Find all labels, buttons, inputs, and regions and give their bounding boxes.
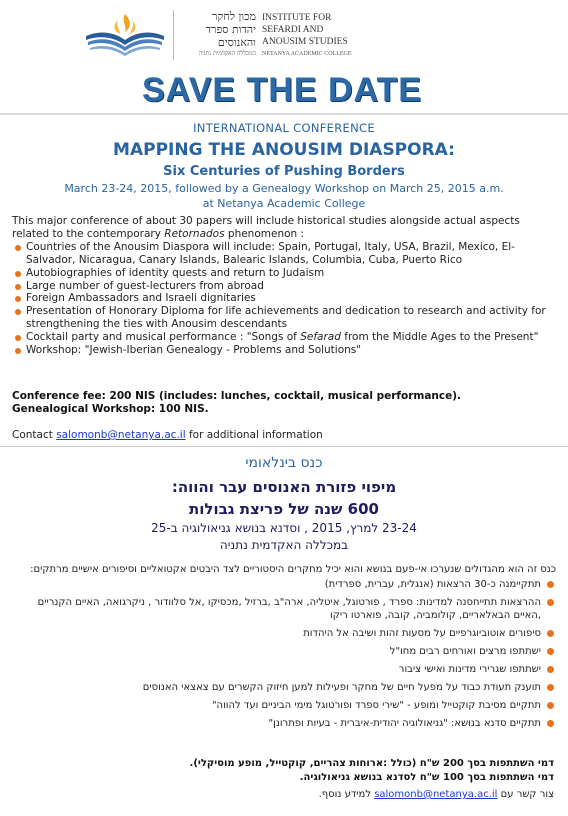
- hebrew-logo-line: יהדות ספרד: [205, 23, 256, 36]
- list-item: [8, 699, 556, 712]
- contact-email-link[interactable]: salomonb@netanya.ac.il: [374, 789, 498, 800]
- hebrew-logo-line: והאנוסים: [217, 36, 256, 49]
- conference-title: MAPPING THE ANOUSIM DIASPORA:: [113, 140, 455, 160]
- orange-dot-icon: [547, 630, 554, 637]
- list-item-emphasis: Sefarad: [300, 331, 341, 344]
- hebrew-dates-line: 23-24 למרץ, 2015 , וסדנא בנושא גניאולוגיה ב-25: [151, 521, 417, 535]
- list-item-text: Cocktail party and musical performance : "Songs of: [26, 331, 301, 344]
- orange-dot-icon: [547, 720, 554, 727]
- list-item-text: Large number of guest-lecturers from abroad: [26, 279, 264, 292]
- list-item-text: ההרצאות תתייחסנה למדינות: ספרד , פורטוגל, איטליה, ארה"ב ,ברזיל ,מכסיקו ,אל סלוודור , ניקרגואה, האיים הקנריים ,האיים הבאלאריים, קולומביה, קובה, פוארטו ריקו: [37, 597, 541, 621]
- english-logo-line: ANOUSIM STUDIES: [262, 37, 348, 47]
- save-the-date-heading: SAVE THE DATE: [142, 71, 422, 109]
- hebrew-intro-paragraph: כנס זה הוא מהגדולים שנערכו אי-פעם בנושא והוא יכיל מחקרים היסטוריים לצד היבטים אקטואליים וסיפורים אישיים מרתקים:: [30, 564, 556, 575]
- contact-text-end: for additional information: [185, 429, 323, 441]
- english-logo-line: INSTITUTE FOR: [262, 13, 332, 23]
- list-item: [8, 578, 556, 591]
- list-item-text: תתקיים סדנא בנושא: "גניאולוגיה יהודית-איברית - בעיות ופתרונן": [268, 718, 541, 729]
- english-contact: [12, 429, 323, 441]
- hebrew-college-name: המכללה האקדמית נתניה: [198, 50, 256, 57]
- orange-dot-icon: [15, 296, 21, 302]
- orange-dot-icon: [547, 599, 554, 606]
- intro-paragraph: [12, 215, 557, 241]
- list-item: [8, 717, 556, 730]
- orange-dot-icon: [547, 648, 554, 655]
- list-item-text: Presentation of Honorary Diploma for life achievements and dedication to research and activity for strengthening the ties with Anousim descendants: [26, 305, 546, 331]
- orange-dot-icon: [15, 348, 21, 354]
- list-item-text-end: from the Middle Ages to the Present": [340, 331, 539, 344]
- list-item-text: ישתתפו מרצים ואורחים רבים מחו"ל: [389, 646, 541, 657]
- hebrew-workshop-fee: דמי השתתפות בסך 100 ש"ח לסדנא בנושא גניאולוגיה.: [299, 772, 554, 783]
- hebrew-conference-title: מיפוי פזורת האנוסים עבר והווה:: [171, 478, 397, 496]
- list-item-text: Autobiographies of identity quests and return to Judaism: [26, 266, 325, 279]
- contact-text: Contact: [12, 429, 57, 441]
- venue-line: at Netanya Academic College: [202, 197, 366, 210]
- hebrew-conference-type: כנס בינלאומי: [245, 455, 323, 471]
- list-item: [12, 241, 557, 267]
- conference-type: INTERNATIONAL CONFERENCE: [193, 121, 375, 135]
- list-item-text: תוענק תעודת כבוד על מפעל חיים של מחקר ופעילות למען חיזוק הקשרים עם צאצאי האנוסים: [142, 682, 541, 693]
- list-item-text: תתקיים מסיבת קוקטייל ומופע - "שירי ספרד ופורטוגל מימי הביניים ועד להווה": [211, 700, 541, 711]
- hebrew-conference-fee: דמי השתתפות בסך 200 ש"ח (כולל :ארוחות צהריים, קוקטייל, מופע מוסיקלי).: [189, 758, 554, 769]
- intro-text: This major conference of about 30 papers will include historical studies alongside actual aspects related to the contemporary: [12, 215, 520, 240]
- contact-text-end: למידע נוסף.: [318, 789, 375, 800]
- workshop-fee: Genealogical Workshop: 100 NIS.: [12, 403, 209, 415]
- english-bullet-list: [12, 241, 557, 357]
- list-item: [12, 267, 557, 280]
- logo-divider: [173, 10, 174, 60]
- list-item-text: Foreign Ambassadors and Israeli dignitaries: [26, 292, 256, 305]
- list-item: [12, 280, 557, 293]
- open-book-flame-icon: [80, 10, 170, 60]
- hebrew-contact: [14, 789, 554, 800]
- orange-dot-icon: [15, 271, 21, 277]
- contact-text: צור קשר עם: [497, 789, 554, 800]
- hebrew-bullet-list: [8, 578, 556, 730]
- header: [0, 0, 568, 68]
- list-item-text: סיפורים אוטוביוגרפיים על מסעות זהות ושיבה אל היהדות: [303, 628, 541, 639]
- english-fees: [12, 390, 461, 416]
- intro-emphasis: Retornados: [164, 227, 225, 240]
- list-item: [12, 292, 557, 305]
- orange-dot-icon: [547, 702, 554, 709]
- heading-underline: [0, 113, 568, 115]
- hebrew-venue-line: במכללה האקדמית נתניה: [219, 538, 349, 552]
- hebrew-logo-line: מכון לחקר: [212, 10, 256, 23]
- list-item: [8, 627, 556, 640]
- orange-dot-icon: [15, 309, 21, 315]
- orange-dot-icon: [15, 245, 21, 251]
- list-item-text: Countries of the Anousim Diaspora will include: Spain, Portugal, Italy, USA, Brazil, Mexico, El-Salvador, Nicaragua, Canary Islands, Balearic Islands, Columbia, Cuba, Puerto Rico: [26, 240, 515, 266]
- list-item-text: ישתתפו שגרירי מדינות ואישי ציבור: [398, 664, 541, 675]
- list-item: [8, 681, 556, 694]
- hebrew-logo-text: [176, 10, 256, 58]
- list-item-text: Workshop: "Jewish-Iberian Genealogy - Problems and Solutions": [26, 344, 362, 357]
- english-logo-text: [262, 12, 402, 60]
- hebrew-conference-dates: [0, 520, 568, 554]
- dates-line: March 23-24, 2015, followed by a Genealogy Workshop on March 25, 2015 a.m.: [64, 182, 504, 195]
- conference-fee: Conference fee: 200 NIS (includes: lunches, cocktail, musical performance).: [12, 390, 462, 402]
- list-item: [12, 344, 557, 357]
- hebrew-conference-subtitle: 600 שנה של פריצת גבולות: [189, 500, 379, 518]
- hebrew-description: [8, 563, 556, 735]
- orange-dot-icon: [547, 581, 554, 588]
- orange-dot-icon: [547, 684, 554, 691]
- conference-subtitle: Six Centuries of Pushing Borders: [163, 164, 405, 179]
- orange-dot-icon: [15, 284, 21, 290]
- english-description: [12, 215, 557, 357]
- section-divider: [0, 446, 568, 447]
- list-item: [8, 645, 556, 658]
- list-item: [12, 305, 557, 331]
- hebrew-fees: [14, 757, 554, 785]
- conference-dates: [0, 181, 568, 211]
- contact-email-link[interactable]: salomonb@netanya.ac.il: [56, 429, 186, 441]
- list-item: [12, 331, 557, 344]
- orange-dot-icon: [15, 335, 21, 341]
- english-logo-line: SEFARDI AND: [262, 25, 324, 35]
- english-college-name: NETANYA ACADEMIC COLLEGE: [262, 51, 352, 57]
- list-item: [8, 596, 556, 622]
- orange-dot-icon: [547, 666, 554, 673]
- intro-text-end: phenomenon :: [224, 227, 305, 240]
- list-item-text: תתקיימנה כ-30 הרצאות (אנגלית, עברית, ספרדית): [324, 579, 541, 590]
- list-item: [8, 663, 556, 676]
